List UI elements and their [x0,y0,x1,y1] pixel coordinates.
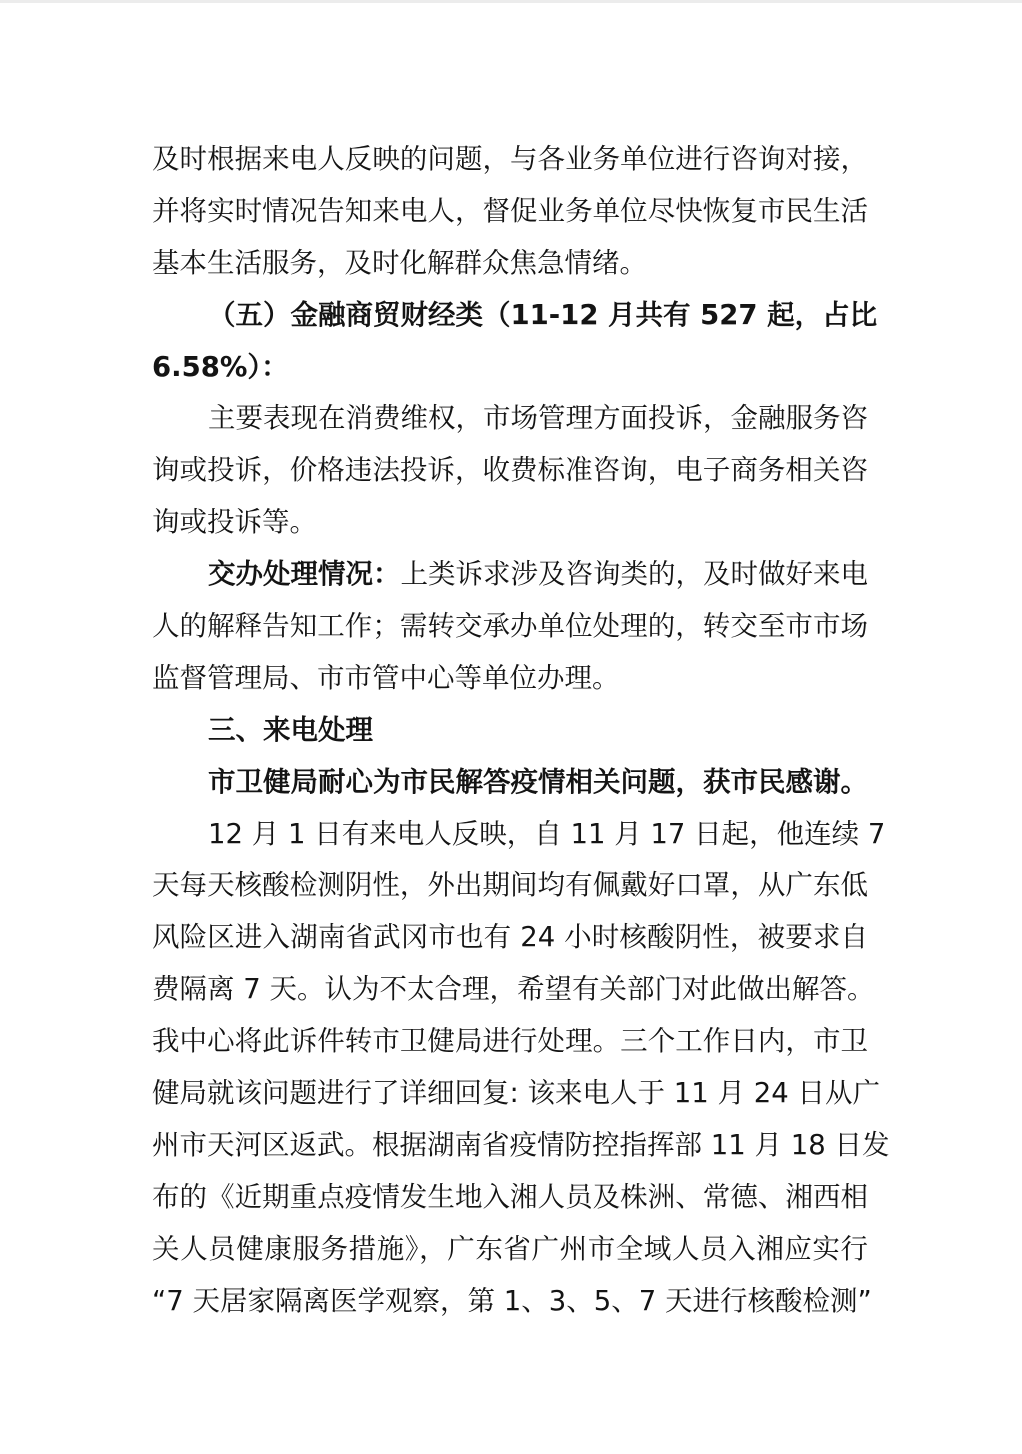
handling-paragraph-first-line [152,549,868,601]
handling-text: 上类诉求涉及咨询类的，及时做好来电 [400,558,868,591]
paragraph-line: 主要表现在消费维权，市场管理方面投诉，金融服务咨 [208,402,868,435]
paragraph-line: 询或投诉，价格违法投诉，收费标准咨询，电子商务相关咨 [152,454,868,487]
paragraph-line: 天每天核酸检测阴性，外出期间均有佩戴好口罩，从广东低 [152,869,868,902]
paragraph-line: “7 天居家隔离医学观察，第 1、3、5、7 天进行核酸检测” [152,1284,872,1317]
document-body [152,134,890,1327]
paragraph-line: 我中心将此诉件转市卫健局进行处理。三个工作日内，市卫 [152,1025,868,1058]
paragraph-line: 及时根据来电人反映的问题，与各业务单位进行咨询对接， [152,143,868,175]
paragraph-line: 人的解释告知工作；需转交承办单位处理的，转交至市市场 [152,610,868,643]
handling-lead-label: 交办处理情况： [208,558,401,591]
subsection-heading: （五）金融商贸财经类（11-12 月共有 527 起，占比 [208,298,878,331]
paragraph-line: 州市天河区返武。根据湖南省疫情防控指挥部 11 月 18 日发 [152,1128,890,1161]
section-heading: 三、来电处理 [208,713,373,746]
paragraph-line: 风险区进入湖南省武冈市也有 24 小时核酸阴性，被要求自 [152,921,868,954]
paragraph-line: 12 月 1 日有来电人反映，自 11 月 17 日起，他连续 7 [208,817,886,850]
top-edge-strip [0,0,1022,3]
paragraph-line: 关人员健康服务措施》，广东省广州市全域人员入湘应实行 [152,1232,868,1265]
paragraph-line: 基本生活服务，及时化解群众焦急情绪。 [152,246,647,279]
paragraph-line: 询或投诉等。 [152,506,317,539]
paragraph-line: 费隔离 7 天。认为不太合理，希望有关部门对此做出解答。 [152,973,875,1006]
paragraph-line: 健局就该问题进行了详细回复: 该来电人于 11 月 24 日从广 [152,1077,880,1110]
case-title: 市卫健局耐心为市民解答疫情相关问题，获市民感谢。 [208,765,868,798]
paragraph-line: 并将实时情况告知来电人，督促业务单位尽快恢复市民生活 [152,194,868,227]
paragraph-line: 布的《近期重点疫情发生地入湘人员及株洲、常德、湘西相 [152,1180,868,1213]
subsection-heading-continued: 6.58%）： [152,350,289,383]
paragraph-line: 监督管理局、市市管中心等单位办理。 [152,661,620,694]
